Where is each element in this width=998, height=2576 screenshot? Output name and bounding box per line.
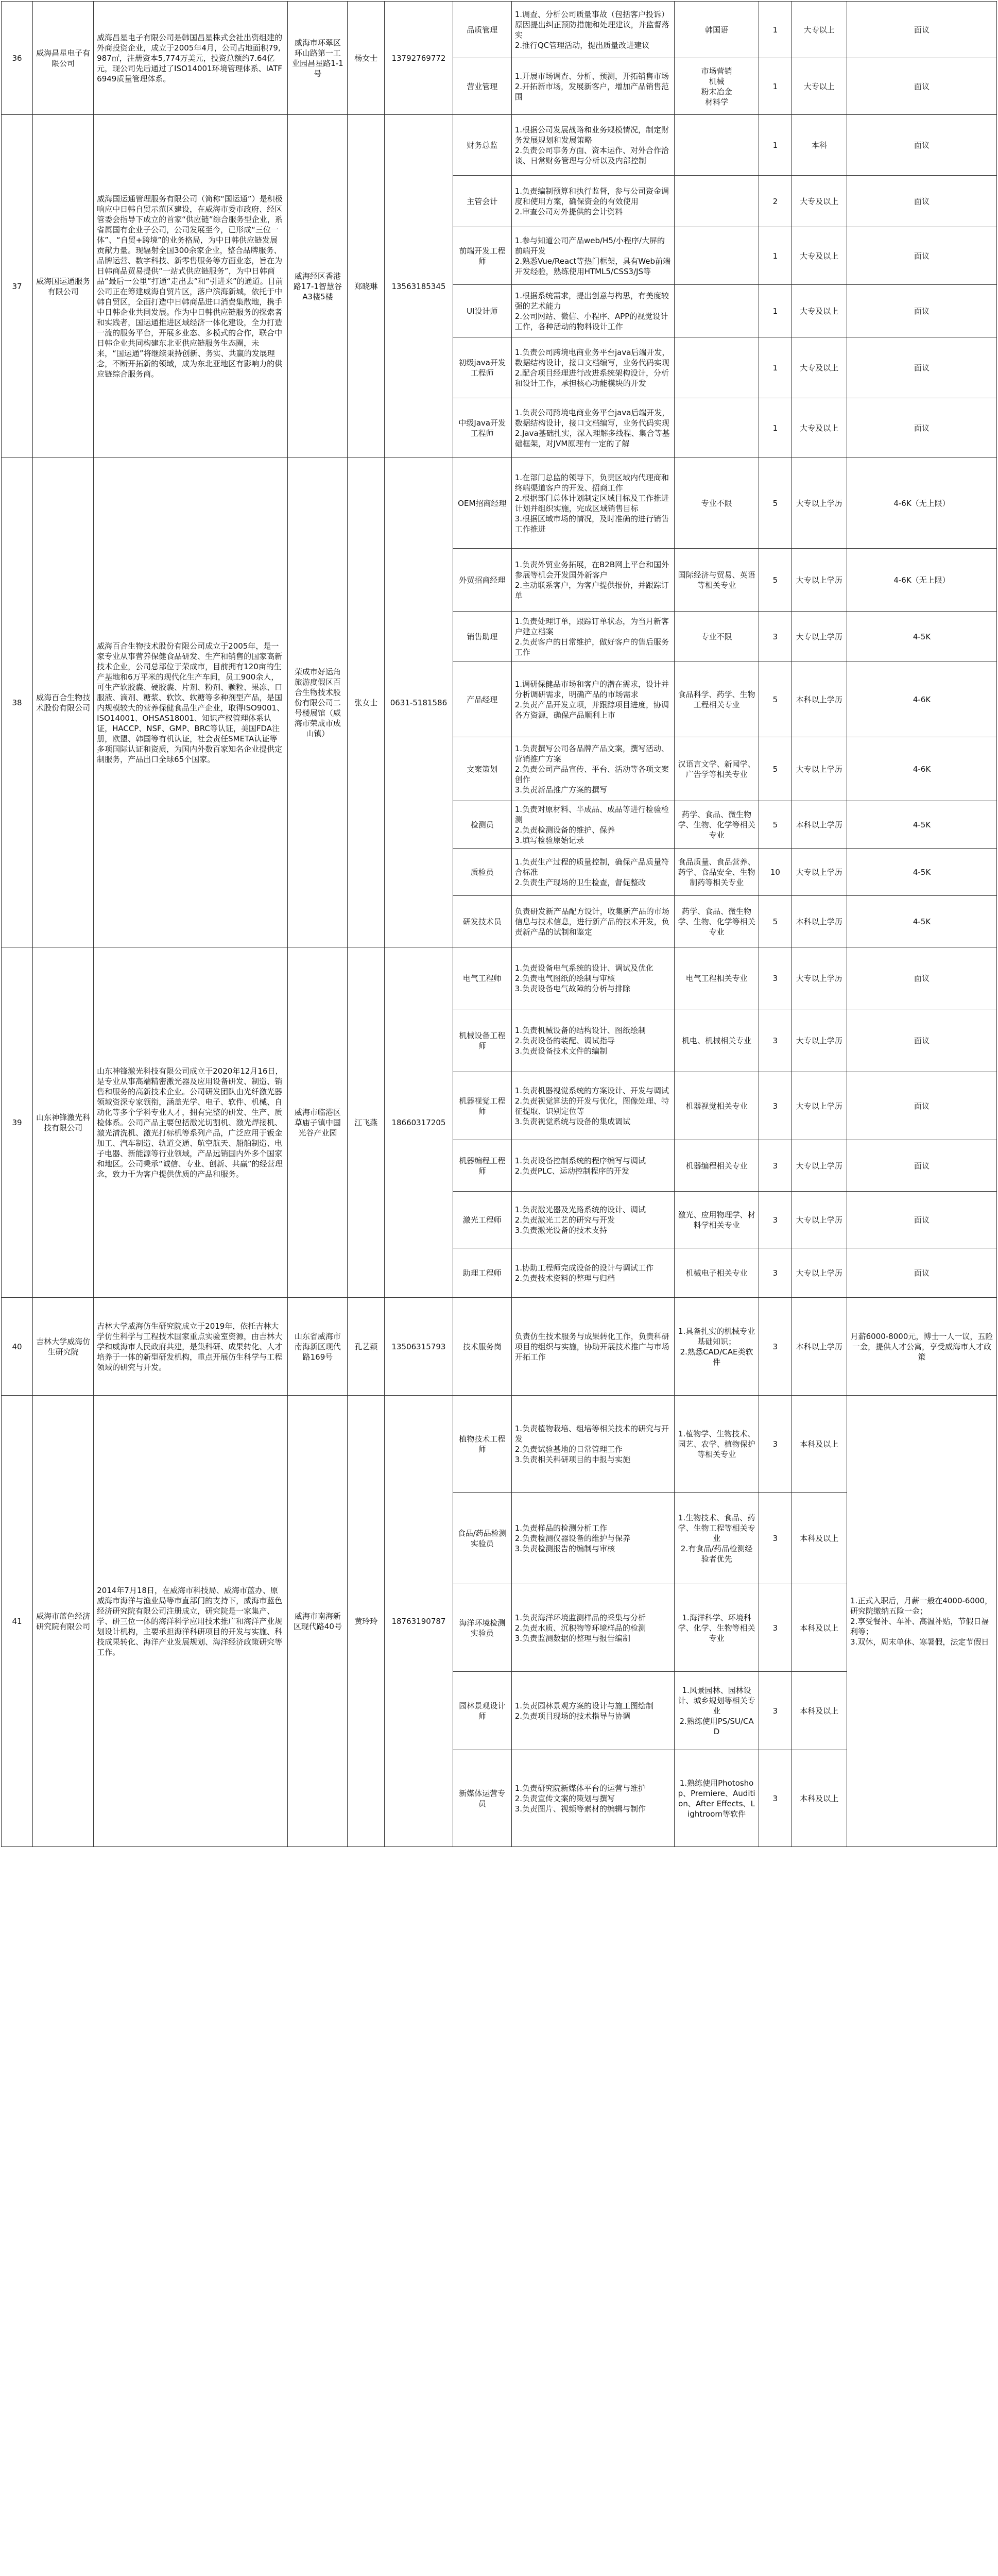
job-duty: 1.根据系统需求，提出创意与构思，有美度较强的艺术能力 2.公司网站、微信、小程序、APP的视觉设计工作，各种活动的物料设计工作 [511,285,674,337]
job-title: 文案策划 [453,737,511,801]
company-name: 威海市蓝色经济研究院有限公司 [33,1396,94,1847]
job-major: 机电、机械相关专业 [674,1009,759,1072]
job-salary: 4-6K（无上限） [847,458,997,549]
job-title: OEM招商经理 [453,458,511,549]
job-duty: 1.负责样品的检测分析工作 2.负责检测仪器设备的维护与保养 3.负责检测报告的编制与审核 [511,1493,674,1584]
job-count: 1 [759,227,791,285]
job-count: 1 [759,337,791,398]
job-count: 3 [759,1396,791,1493]
contact-person: 杨女士 [348,2,385,115]
job-title: 财务总监 [453,115,511,176]
company-name: 威海百合生物技术股份有限公司 [33,458,94,947]
job-title: 助理工程师 [453,1248,511,1298]
job-count: 3 [759,1072,791,1140]
company-intro: 威海昌星电子有限公司是韩国昌星株式会社出资组建的外商投资企业，成立于2005年4月，公司占地面积79,987㎡，注册资本5,774万美元，投资总额约7.64亿元，现公司先后通过了ISO14001环境管理体系、IATF6949质量管理体系。 [94,2,288,115]
job-duty: 1.负责研究院新媒体平台的运营与维护 2.负责宣传文案的策划与撰写 3.负责图片、视频等素材的编辑与制作 [511,1750,674,1847]
job-major: 机器编程相关专业 [674,1140,759,1192]
job-count: 3 [759,1584,791,1672]
job-salary: 面议 [847,1140,997,1192]
job-major: 1.植物学、生物技术、园艺、农学、植物保护等相关专业 [674,1396,759,1493]
job-education: 大专以上学历 [791,1072,847,1140]
job-salary: 4-5K [847,801,997,849]
job-duty: 负责研发新产品配方设计，收集新产品的市场信息与技术信息，进行新产品的技术开发，负责新产品的试制和鉴定 [511,896,674,947]
job-duty: 1.负责机器视觉系统的方案设计、开发与调试 2.负责视觉算法的开发与优化，图像处理、特征提取、识别定位等 3.负责视觉系统与设备的集成调试 [511,1072,674,1140]
job-title: 检测员 [453,801,511,849]
row-number: 41 [2,1396,33,1847]
job-title: 机械设备工程师 [453,1009,511,1072]
job-duty: 1.负责设备控制系统的程序编写与调试 2.负责PLC、运动控制程序的开发 [511,1140,674,1192]
job-count: 3 [759,1009,791,1072]
job-title: 食品/药品检测实验员 [453,1493,511,1584]
job-salary: 面议 [847,227,997,285]
job-major [674,176,759,227]
job-salary: 面议 [847,947,997,1009]
row-number: 38 [2,458,33,947]
job-education: 大专以上学历 [791,1140,847,1192]
job-title: 销售助理 [453,612,511,662]
contact-phone: 18763190787 [385,1396,453,1847]
company-name: 威海昌星电子有限公司 [33,2,94,115]
job-education: 大专及以上 [791,227,847,285]
row-number: 36 [2,2,33,115]
job-title: 激光工程师 [453,1192,511,1248]
table-row [2,2,997,58]
job-title: 中级Java开发工程师 [453,398,511,458]
job-title: 前端开发工程师 [453,227,511,285]
company-address: 山东省威海市南海新区现代路169号 [288,1298,348,1396]
job-title: 主管会计 [453,176,511,227]
job-salary: 面议 [847,1192,997,1248]
job-title: 园林景观设计师 [453,1672,511,1750]
company-address: 威海市环翠区环山路第一工业园昌星路1-1号 [288,2,348,115]
job-major: 1.风景园林、园林设计、城乡规划等相关专业 2.熟练使用PS/SU/CAD [674,1672,759,1750]
job-duty: 1.负责撰写公司各品牌产品文案，撰写活动、营销推广方案 2.负责公司产品宣传、平台、活动等各项文案创作 3.负责新品推广方案的撰写 [511,737,674,801]
job-major [674,115,759,176]
job-duty: 1.负责编制预算和执行监督，参与公司资金调度和使用方案，确保资金的有效使用 2.审查公司对外提供的会计资料 [511,176,674,227]
job-major: 1.海洋科学、环境科学、化学、生物等相关专业 [674,1584,759,1672]
job-duty: 1.负责机械设备的结构设计、图纸绘制 2.负责设备的装配、调试指导 3.负责设备技术文件的编制 [511,1009,674,1072]
job-title: 研发技术员 [453,896,511,947]
job-education: 大专及以上 [791,176,847,227]
job-education: 本科及以上 [791,1493,847,1584]
job-education: 大专以上学历 [791,549,847,612]
job-count: 3 [759,1672,791,1750]
job-salary: 面议 [847,176,997,227]
contact-person: 江飞燕 [348,947,385,1298]
job-count: 5 [759,549,791,612]
job-salary: 面议 [847,398,997,458]
company-name: 威海国运通服务有限公司 [33,115,94,458]
job-duty: 1.负责公司跨境电商业务平台java后端开发，数据结构设计，接口文档编写，业务代码实现 2.Java基础扎实，深入理解多线程、集合等基础框架，对JVM原理有一定的了解 [511,398,674,458]
job-education: 大专及以上 [791,337,847,398]
job-salary: 4-5K [847,849,997,896]
job-count: 3 [759,947,791,1009]
job-major: 1.生物技术、食品、药学、生物工程等相关专业 2.有食品/药品检测经验者优先 [674,1493,759,1584]
job-major [674,227,759,285]
job-major: 食品质量、食品营养、药学、食品安全、生物制药等相关专业 [674,849,759,896]
job-count: 5 [759,896,791,947]
job-education: 大专以上学历 [791,612,847,662]
contact-phone: 0631-5181586 [385,458,453,947]
job-count: 3 [759,1750,791,1847]
job-count: 3 [759,1248,791,1298]
job-title: 外贸招商经理 [453,549,511,612]
company-address: 威海经区香港路17-1智慧谷A3楼5楼 [288,115,348,458]
job-major [674,337,759,398]
table-row [2,1298,997,1396]
job-duty: 1.负责海洋环境监测样品的采集与分析 2.负责水质、沉积物等环境样品的检测 3.负责监测数据的整理与报告编制 [511,1584,674,1672]
job-duty: 负责仿生技术服务与成果转化工作，负责科研项目的组织与实施，协助开展技术推广与市场开拓工作 [511,1298,674,1396]
job-count: 5 [759,801,791,849]
job-duty: 1.负责处理订单，跟踪订单状态，为当月新客户建立档案 2.负责客户的日常维护，做好客户的售后服务工作 [511,612,674,662]
job-count: 3 [759,1493,791,1584]
job-salary: 4-6K（无上限） [847,549,997,612]
job-count: 1 [759,2,791,58]
job-title: 新媒体运营专员 [453,1750,511,1847]
job-education: 本科以上学历 [791,801,847,849]
job-salary: 面议 [847,115,997,176]
company-address: 荣成市好运角旅游度假区百合生物技术股份有限公司二号楼展馆（威海市荣成市成山镇） [288,458,348,947]
job-education: 本科及以上 [791,1584,847,1672]
job-education: 大专以上学历 [791,1248,847,1298]
job-salary: 面议 [847,285,997,337]
job-education: 大专以上学历 [791,1192,847,1248]
job-salary: 面议 [847,1009,997,1072]
job-education: 大专以上学历 [791,1009,847,1072]
job-title: UI设计师 [453,285,511,337]
job-title: 质检员 [453,849,511,896]
job-education: 本科及以上 [791,1396,847,1493]
table-row [2,458,997,549]
job-major: 汉语言文学、新闻学、广告学等相关专业 [674,737,759,801]
job-salary: 面议 [847,58,997,115]
company-intro: 2014年7月18日，在威海市科技局、威海市蓝办、原威海市海洋与渔业局等市直部门的支持下，威海市蓝色经济研究院有限公司注册成立，研究院是一家集产、学、研三位一体的海洋科学应用技术推广和海洋产业规划设计机构，主要承担海洋科研项目的开发与实施、科技成果转化、海洋产业发展规划、海洋经济政策研究等工作。 [94,1396,288,1847]
job-major: 食品科学、药学、生物工程相关专业 [674,662,759,737]
job-duty: 1.负责植物栽培、组培等相关技术的研究与开发 2.负责试验基地的日常管理工作 3.负责相关科研项目的申报与实施 [511,1396,674,1493]
job-education: 大专以上 [791,58,847,115]
job-major: 韩国语 [674,2,759,58]
company-address: 威海市南海新区现代路40号 [288,1396,348,1847]
job-count: 5 [759,458,791,549]
job-count: 3 [759,1192,791,1248]
job-duty: 1.开展市场调查、分析、预测，开拓销售市场 2.开拓新市场，发展新客户，增加产品销售范围 [511,58,674,115]
job-count: 10 [759,849,791,896]
job-salary: 1.正式入职后，月薪一般在4000-6000，研究院缴纳五险一金； 2.享受餐补、车补、高温补贴，节假日福利等； 3.双休，周末单休、寒暑假，法定节假日 [847,1396,997,1847]
job-count: 1 [759,285,791,337]
job-education: 大专以上学历 [791,849,847,896]
job-salary: 月薪6000-8000元，博士一人一议，五险一金，提供人才公寓，享受威海市人才政策 [847,1298,997,1396]
job-salary: 4-6K [847,737,997,801]
job-education: 本科以上学历 [791,896,847,947]
job-salary: 面议 [847,1072,997,1140]
job-duty: 1.协助工程师完成设备的设计与调试工作 2.负责技术资料的整理与归档 [511,1248,674,1298]
company-intro: 威海百合生物技术股份有限公司成立于2005年，是一家专业从事营养保健食品研发、生产和销售的国家高新技术企业，公司总部位于荣成市，目前拥有120亩的生产基地和6万平米的现代化生产车间，员工900余人，可生产软胶囊、硬胶囊、片剂、粉剂、颗粒、果冻、口服液、滴剂、糖浆、软饮、软糖等多种剂型产品，是国内规模较大的营养保健食品生产企业，取得ISO9001、ISO14001、OHSAS18001、知识产权管理体系认证，HACCP、NSF、GMP、BRC等认证，美国FDA注册，欧盟、韩国等有机认证，社会责任SMETA认证等多项国际认证和资质，为国内外数百家知名企业提供定制服务，产品出口全球65个国家。 [94,458,288,947]
job-title: 机器视觉工程师 [453,1072,511,1140]
company-intro: 吉林大学威海仿生研究院成立于2019年，依托吉林大学仿生科学与工程技术国家重点实验室资源，由吉林大学和威海市人民政府共建，是集科研、成果转化、人才培养于一体的新型研发机构，重点开展仿生科学与工程领域的研究与开发。 [94,1298,288,1396]
job-duty: 1.负责对原材料、半成品、成品等进行检验检测 2.负责检测设备的维护、保养 3.填写检验原始记录 [511,801,674,849]
job-duty: 1.根据公司发展战略和业务规模情况，制定财务发展规划和发展策略 2.负责公司事务方面、资本运作、对外合作洽谈、日常财务管理与分析以及内部控制 [511,115,674,176]
job-count: 2 [759,176,791,227]
job-count: 5 [759,662,791,737]
job-major: 1.具备扎实的机械专业基础知识； 2.熟悉CAD/CAE类软件 [674,1298,759,1396]
job-education: 大专以上 [791,2,847,58]
job-major [674,398,759,458]
job-duty: 1.参与知道公司产品web/H5/小程序/大屏的前端开发 2.熟悉Vue/React等热门框架，具有Web前端开发经验，熟练使用HTML5/CSS3/JS等 [511,227,674,285]
job-duty: 1.在部门总监的领导下，负责区域内代理商和终端渠道客户的开发、招商工作 2.根据部门总体计划制定区域目标及工作推进计划并组织实施，完成区域销售目标 3.根据区域市场的情况，及时准确的进行销售工作推进 [511,458,674,549]
job-salary: 面议 [847,337,997,398]
job-education: 本科以上学历 [791,1298,847,1396]
job-salary: 4-5K [847,896,997,947]
job-title: 技术服务岗 [453,1298,511,1396]
job-title: 品质管理 [453,2,511,58]
job-major: 机器视觉相关专业 [674,1072,759,1140]
job-duty: 1.负责公司跨境电商业务平台java后端开发，数据结构设计，接口文档编写，业务代码实现 2.配合项目经理进行改进系统架构设计，分析和设计工作，承担核心功能模块的开发 [511,337,674,398]
company-intro: 威海国运通管理服务有限公司（简称“国运通”）是积极响应中日韩自贸示范区建设，在威海市委市政府、经区管委会指导下成立的首家“供应链”综合服务型企业，系省属国有企业子公司，公司发展至今，已形成“三位一体”、“自贸+跨境”的业务格局，为中日韩供应链发展贡献力量。现辐射全国300余家企业，整合品牌服务、品牌运营、数字科技、新零售服务等方面业态，旨在为日韩商品贸易提供“一站式供应链服务”，为中日韩商品“最后一公里”打通“走出去”和“引进来”的通道。目前公司正在筹建威海自贸片区，落户滨海新城，依托于中韩自贸区，全面打造中日韩商品进口消费集散地，携手中日韩企业共同发展。作为中日韩供应链服务的探索者和实践者，国运通推进区域经济一体化建设，全力打造一流的服务平台，开展多业态、多模式的合作，联合中日韩企业共同构建东北亚供应链服务生态圈，未来，“国运通”将继续秉持创新、务实、共赢的发展理念，不断开拓新的领域，成为东北亚地区有影响力的供应链综合服务商。 [94,115,288,458]
job-education: 大专及以上 [791,398,847,458]
job-major: 电气工程相关专业 [674,947,759,1009]
job-salary: 4-6K [847,662,997,737]
job-title: 电气工程师 [453,947,511,1009]
company-intro: 山东神锋激光科技有限公司成立于2020年12月16日，是专业从事高端精密激光器及应用设备研发、制造、销售和服务的高新技术企业。公司研发团队由光纤激光器领域资深专家领衔，涵盖光学、电子、软件、机械、自动化等多个学科专业人才，拥有完整的研发、生产、质检体系。公司产品主要包括激光切割机、激光焊接机、激光清洗机、激光打标机等系列产品，广泛应用于钣金加工、汽车制造、轨道交通、航空航天、船舶制造、电子电器、新能源等行业领域，产品远销国内外多个国家和地区。公司秉承“诚信、专业、创新、共赢”的经营理念，致力于为客户提供优质的产品和服务。 [94,947,288,1298]
job-duty: 1.负责设备电气系统的设计、调试及优化 2.负责电气图纸的绘制与审核 3.负责设备电气故障的分析与排除 [511,947,674,1009]
job-duty: 1.负责外贸业务拓展，在B2B网上平台和国外参展等机会开发国外新客户 2.主动联系客户，为客户提供报价，并跟踪订单 [511,549,674,612]
row-number: 40 [2,1298,33,1396]
job-major: 激光、应用物理学、材料学相关专业 [674,1192,759,1248]
contact-person: 郑晓琳 [348,115,385,458]
job-major: 国际经济与贸易、英语等相关专业 [674,549,759,612]
job-table [1,1,997,1847]
job-salary: 面议 [847,1248,997,1298]
job-title: 机器编程工程师 [453,1140,511,1192]
company-name: 吉林大学威海仿生研究院 [33,1298,94,1396]
contact-person: 张女士 [348,458,385,947]
job-major: 机械电子相关专业 [674,1248,759,1298]
job-title: 营业管理 [453,58,511,115]
job-duty: 1.负责激光器及光路系统的设计、调试 2.负责激光工艺的研究与开发 3.负责激光设备的技术支持 [511,1192,674,1248]
job-duty: 1.调查、分析公司质量事故（包括客户投诉）原因提出纠正预防措施和处理建议，并监督落实 2.推行QC管理活动，提出质量改进建议 [511,2,674,58]
contact-phone: 18660317205 [385,947,453,1298]
row-number: 37 [2,115,33,458]
job-duty: 1.调研保健品市场和客户的潜在需求，设计并分析调研需求，明确产品的市场需求 2.负责产品开发立项，并跟踪项目进度，协调各方资源，确保产品顺利上市 [511,662,674,737]
job-education: 大专以上学历 [791,947,847,1009]
contact-phone: 13506315793 [385,1298,453,1396]
job-major: 专业不限 [674,458,759,549]
contact-person: 孔艺颖 [348,1298,385,1396]
job-salary: 面议 [847,2,997,58]
job-major [674,285,759,337]
job-major: 市场营销 机械 粉末冶金 材料学 [674,58,759,115]
contact-person: 黄玲玲 [348,1396,385,1847]
job-education: 大专以上学历 [791,737,847,801]
table-row [2,1396,997,1493]
contact-phone: 13563185345 [385,115,453,458]
job-title: 产品经理 [453,662,511,737]
table-row [2,947,997,1009]
job-count: 3 [759,612,791,662]
job-count: 1 [759,398,791,458]
job-count: 3 [759,1298,791,1396]
job-count: 1 [759,115,791,176]
job-title: 初级java开发工程师 [453,337,511,398]
job-duty: 1.负责园林景观方案的设计与施工图绘制 2.负责项目现场的技术指导与协调 [511,1672,674,1750]
job-major: 1.熟练使用Photoshop、Premiere、Audition、After Effects、Lightroom等软件 [674,1750,759,1847]
job-title: 海洋环境检测实验员 [453,1584,511,1672]
job-count: 5 [759,737,791,801]
job-duty: 1.负责生产过程的质量控制，确保产品质量符合标准 2.负责生产现场的卫生检查，督促整改 [511,849,674,896]
job-education: 本科及以上 [791,1750,847,1847]
company-name: 山东神锋激光科技有限公司 [33,947,94,1298]
job-education: 本科及以上 [791,1672,847,1750]
job-salary: 4-5K [847,612,997,662]
job-title: 植物技术工程师 [453,1396,511,1493]
job-major: 药学、食品、微生物学、生物、化学等相关专业 [674,801,759,849]
job-major: 药学、食品、微生物学、生物、化学等相关专业 [674,896,759,947]
job-table-body [2,2,997,1847]
row-number: 39 [2,947,33,1298]
company-address: 威海市临港区草庙子镇中国光谷产业园 [288,947,348,1298]
job-education: 本科以上学历 [791,662,847,737]
table-row [2,115,997,176]
job-education: 大专以上学历 [791,458,847,549]
job-education: 大专及以上 [791,285,847,337]
job-major: 专业不限 [674,612,759,662]
contact-phone: 13792769772 [385,2,453,115]
job-education: 本科 [791,115,847,176]
job-count: 3 [759,1140,791,1192]
job-count: 1 [759,58,791,115]
